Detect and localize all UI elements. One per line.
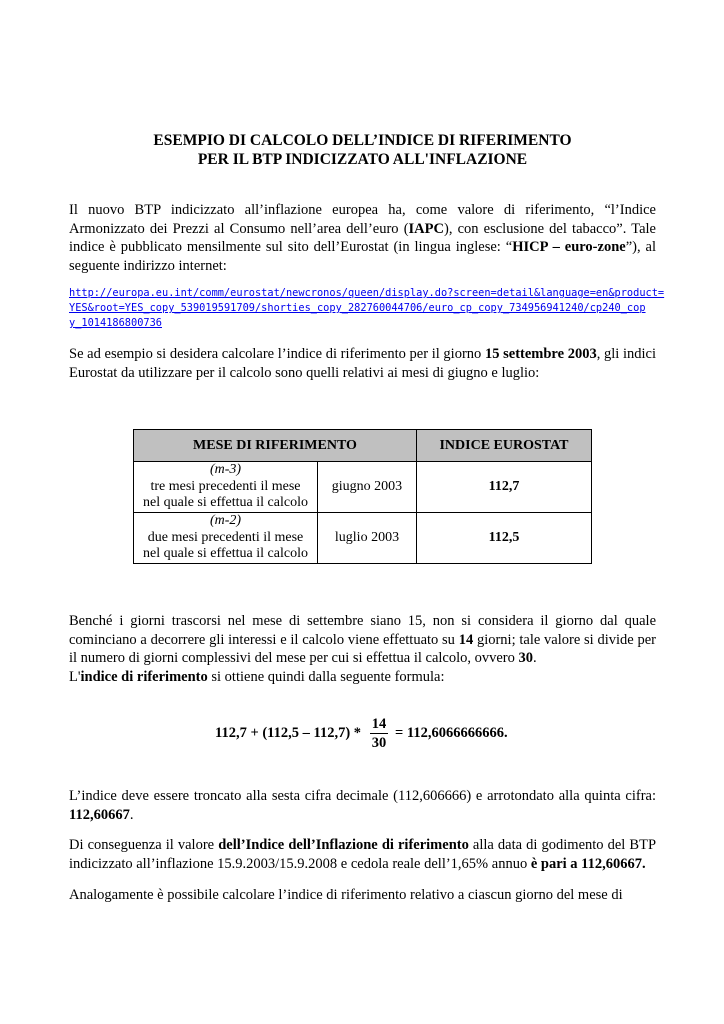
month-name: luglio 2003	[318, 513, 417, 564]
document-title	[69, 131, 656, 169]
table-header-row	[134, 430, 592, 462]
conclusion-paragraph: Di conseguenza il valore dell’Indice dell’Inflazione di riferimento alla data di godimento del BTP indicizzato all’inflazione 15.9.2003/15.9.2008 e cedola reale dell’1,65% annuo è pari a 112,60667.	[69, 837, 657, 872]
eurostat-link[interactable]	[69, 286, 665, 331]
eurostat-link-line-1[interactable]: http://europa.eu.int/comm/eurostat/newcronos/queen/display.do?screen=detail&language=en&product=	[69, 287, 665, 299]
month-description: (m-2) due mesi precedenti il mese nel quale si effettua il calcolo	[134, 513, 318, 564]
index-value: 112,5	[417, 513, 592, 564]
eurostat-link-line-2[interactable]: YES&root=YES_copy_539019591709/shorties_copy_282760044706/euro_cp_copy_734956941240/cp240_cop	[69, 302, 646, 314]
title-line-2: PER IL BTP INDICIZZATO ALL'INFLAZIONE	[197, 151, 528, 168]
final-paragraph: Analogamente è possibile calcolare l’indice di riferimento relativo a ciascun giorno del mese di	[69, 887, 623, 903]
formula-fraction	[370, 715, 388, 752]
header-month: MESE DI RIFERIMENTO	[134, 430, 417, 462]
example-paragraph: Se ad esempio si desidera calcolare l’indice di riferimento per il giorno 15 settembre 2003, gli indici Eurostat da utilizzare per il calcolo sono quelli relativi ai mesi di giugno e luglio:	[69, 346, 656, 381]
header-index: INDICE EUROSTAT	[417, 430, 592, 462]
reference-index-table	[133, 429, 592, 564]
formula-result: = 112,6066666666.	[395, 725, 508, 741]
table-row	[134, 462, 592, 513]
formula-numerator: 14	[371, 716, 387, 732]
month-name: giugno 2003	[318, 462, 417, 513]
index-value: 112,7	[417, 462, 592, 513]
table-row	[134, 513, 592, 564]
formula-denominator: 30	[371, 735, 387, 751]
month-description: (m-3) tre mesi precedenti il mese nel quale si effettua il calcolo	[134, 462, 318, 513]
intro-paragraph: Il nuovo BTP indicizzato all’inflazione europea ha, come valore di riferimento, “l’Indice Armonizzato dei Prezzi al Consumo nell’area dell’euro (IAPC), con esclusione del tabacco”. Tale indice è pubblicato mensilmente sul sito dell’Eurostat (in lingua inglese: “HICP – euro-zone”), al seguente indirizzo internet:	[69, 202, 656, 274]
title-line-1: ESEMPIO DI CALCOLO DELL’INDICE DI RIFERIMENTO	[153, 132, 572, 149]
truncation-paragraph: L’indice deve essere troncato alla sesta cifra decimale (112,606666) e arrotondato alla quinta cifra: 112,60667.	[69, 788, 656, 823]
formula-lhs: 112,7 + (112,5 – 112,7) *	[215, 725, 362, 741]
eurostat-link-line-3[interactable]: y_1014186800736	[69, 317, 162, 329]
days-paragraph: Benché i giorni trascorsi nel mese di settembre siano 15, non si considera il giorno dal quale cominciano a decorrere gli interessi e il calcolo viene effettuato su 14 giorni; tale valore si divide per il numero di giorni complessivi del mese per cui si effettua il calcolo, ovvero 30. L'indice di riferimento si ottiene quindi dalla seguente formula:	[69, 613, 656, 685]
